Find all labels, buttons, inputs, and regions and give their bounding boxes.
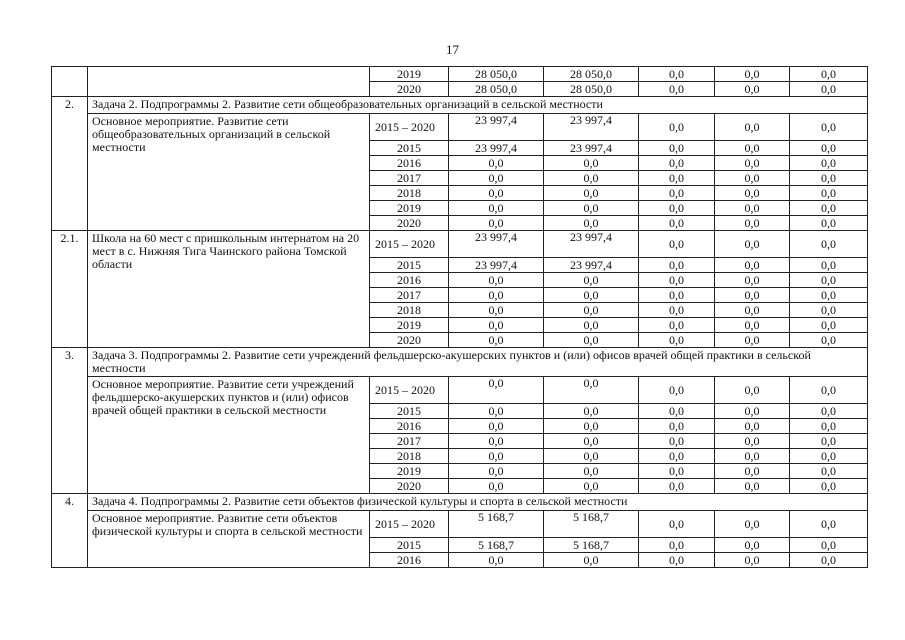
value-cell: 0,0 xyxy=(544,419,639,434)
value-cell: 0,0 xyxy=(544,404,639,419)
value-cell: 23 997,4 xyxy=(544,231,639,258)
value-cell: 0,0 xyxy=(790,114,868,141)
value-cell: 0,0 xyxy=(715,434,790,449)
year-cell: 2015 xyxy=(370,258,449,273)
value-cell: 23 997,4 xyxy=(449,258,544,273)
year-cell: 2020 xyxy=(370,333,449,348)
value-cell: 0,0 xyxy=(715,377,790,404)
value-cell: 0,0 xyxy=(639,511,715,538)
value-cell: 5 168,7 xyxy=(449,511,544,538)
value-cell: 0,0 xyxy=(715,201,790,216)
value-cell: 28 050,0 xyxy=(449,67,544,82)
value-cell: 0,0 xyxy=(639,479,715,494)
value-cell: 0,0 xyxy=(715,449,790,464)
task-title: Задача 3. Подпрограммы 2. Развитие сети учреждений фельдшерско-акушерских пунктов и (или) офисов врачей общей практики в сельской местности xyxy=(88,348,868,377)
year-cell: 2019 xyxy=(370,464,449,479)
value-cell: 0,0 xyxy=(715,231,790,258)
value-cell: 0,0 xyxy=(639,171,715,186)
value-cell: 0,0 xyxy=(449,201,544,216)
value-cell: 0,0 xyxy=(715,538,790,553)
year-cell: 2019 xyxy=(370,67,449,82)
year-cell: 2015 xyxy=(370,404,449,419)
period-cell: 2015 – 2020 xyxy=(370,114,449,141)
value-cell: 0,0 xyxy=(544,434,639,449)
value-cell: 0,0 xyxy=(715,114,790,141)
value-cell: 0,0 xyxy=(639,141,715,156)
table-row xyxy=(52,67,868,82)
value-cell: 0,0 xyxy=(449,303,544,318)
value-cell: 0,0 xyxy=(544,216,639,231)
value-cell: 0,0 xyxy=(715,479,790,494)
year-cell: 2017 xyxy=(370,288,449,303)
value-cell: 0,0 xyxy=(544,464,639,479)
activity-description: Школа на 60 мест с пришкольным интернатом на 20 мест в с. Нижняя Тига Чаинского района Томской области xyxy=(88,231,370,348)
year-cell: 2015 xyxy=(370,538,449,553)
value-cell: 0,0 xyxy=(639,434,715,449)
value-cell: 0,0 xyxy=(639,156,715,171)
value-cell: 0,0 xyxy=(639,449,715,464)
value-cell: 0,0 xyxy=(790,419,868,434)
year-cell: 2018 xyxy=(370,449,449,464)
value-cell: 0,0 xyxy=(790,511,868,538)
value-cell: 0,0 xyxy=(544,156,639,171)
value-cell: 0,0 xyxy=(790,449,868,464)
value-cell: 0,0 xyxy=(790,171,868,186)
value-cell: 0,0 xyxy=(544,479,639,494)
year-cell: 2018 xyxy=(370,186,449,201)
value-cell: 0,0 xyxy=(639,216,715,231)
period-row xyxy=(52,511,868,538)
value-cell: 0,0 xyxy=(715,318,790,333)
value-cell: 0,0 xyxy=(544,333,639,348)
value-cell: 0,0 xyxy=(639,82,715,97)
year-cell: 2019 xyxy=(370,201,449,216)
value-cell: 0,0 xyxy=(715,419,790,434)
value-cell: 0,0 xyxy=(639,273,715,288)
value-cell: 0,0 xyxy=(449,333,544,348)
value-cell: 0,0 xyxy=(639,258,715,273)
year-cell: 2020 xyxy=(370,479,449,494)
value-cell: 0,0 xyxy=(715,216,790,231)
table-body xyxy=(52,67,868,568)
value-cell: 0,0 xyxy=(544,318,639,333)
value-cell: 0,0 xyxy=(715,186,790,201)
value-cell: 0,0 xyxy=(790,404,868,419)
value-cell: 0,0 xyxy=(639,377,715,404)
value-cell: 0,0 xyxy=(790,82,868,97)
value-cell: 0,0 xyxy=(544,288,639,303)
value-cell: 0,0 xyxy=(790,333,868,348)
value-cell: 0,0 xyxy=(790,141,868,156)
value-cell: 0,0 xyxy=(449,216,544,231)
year-cell: 2019 xyxy=(370,318,449,333)
value-cell: 0,0 xyxy=(639,67,715,82)
year-cell: 2016 xyxy=(370,553,449,568)
value-cell: 0,0 xyxy=(449,464,544,479)
value-cell: 0,0 xyxy=(639,114,715,141)
year-cell: 2018 xyxy=(370,303,449,318)
value-cell: 0,0 xyxy=(790,553,868,568)
year-cell: 2017 xyxy=(370,171,449,186)
value-cell: 23 997,4 xyxy=(449,231,544,258)
section-number: 2.1. xyxy=(52,231,88,348)
value-cell: 0,0 xyxy=(715,156,790,171)
value-cell: 0,0 xyxy=(544,171,639,186)
value-cell: 0,0 xyxy=(544,377,639,404)
value-cell: 0,0 xyxy=(790,538,868,553)
year-cell: 2016 xyxy=(370,156,449,171)
value-cell: 0,0 xyxy=(449,419,544,434)
year-cell: 2020 xyxy=(370,216,449,231)
value-cell: 0,0 xyxy=(639,333,715,348)
value-cell: 23 997,4 xyxy=(449,141,544,156)
value-cell: 0,0 xyxy=(449,273,544,288)
value-cell: 28 050,0 xyxy=(449,82,544,97)
value-cell: 0,0 xyxy=(790,434,868,449)
section-number: 4. xyxy=(52,494,88,568)
value-cell: 0,0 xyxy=(715,82,790,97)
value-cell: 0,0 xyxy=(449,479,544,494)
value-cell: 0,0 xyxy=(715,553,790,568)
value-cell: 0,0 xyxy=(715,67,790,82)
value-cell: 5 168,7 xyxy=(544,511,639,538)
value-cell: 0,0 xyxy=(715,273,790,288)
section-number: 2. xyxy=(52,97,88,231)
value-cell: 0,0 xyxy=(639,303,715,318)
number-cell xyxy=(52,67,88,97)
value-cell: 0,0 xyxy=(715,511,790,538)
period-cell: 2015 – 2020 xyxy=(370,231,449,258)
value-cell: 0,0 xyxy=(715,258,790,273)
value-cell: 0,0 xyxy=(544,553,639,568)
value-cell: 0,0 xyxy=(790,288,868,303)
year-cell: 2017 xyxy=(370,434,449,449)
value-cell: 0,0 xyxy=(715,141,790,156)
value-cell: 0,0 xyxy=(790,318,868,333)
value-cell: 0,0 xyxy=(790,377,868,404)
activity-description: Основное мероприятие. Развитие сети общеобразовательных организаций в сельской местности xyxy=(88,114,370,231)
value-cell: 0,0 xyxy=(715,303,790,318)
value-cell: 0,0 xyxy=(790,186,868,201)
value-cell: 0,0 xyxy=(715,171,790,186)
task-title: Задача 4. Подпрограммы 2. Развитие сети объектов физической культуры и спорта в сельской местности xyxy=(88,494,868,511)
value-cell: 0,0 xyxy=(639,553,715,568)
task-row xyxy=(52,348,868,377)
value-cell: 0,0 xyxy=(790,231,868,258)
value-cell: 0,0 xyxy=(449,288,544,303)
activity-description: Основное мероприятие. Развитие сети объектов физической культуры и спорта в сельской местности xyxy=(88,511,370,568)
value-cell: 23 997,4 xyxy=(544,258,639,273)
value-cell: 5 168,7 xyxy=(449,538,544,553)
year-cell: 2016 xyxy=(370,273,449,288)
value-cell: 0,0 xyxy=(790,303,868,318)
value-cell: 0,0 xyxy=(449,171,544,186)
value-cell: 0,0 xyxy=(639,419,715,434)
period-cell: 2015 – 2020 xyxy=(370,511,449,538)
value-cell: 0,0 xyxy=(544,273,639,288)
budget-table xyxy=(51,66,868,568)
value-cell: 0,0 xyxy=(639,288,715,303)
value-cell: 23 997,4 xyxy=(544,114,639,141)
value-cell: 5 168,7 xyxy=(544,538,639,553)
year-cell: 2016 xyxy=(370,419,449,434)
period-row xyxy=(52,377,868,404)
task-row xyxy=(52,494,868,511)
year-cell: 2020 xyxy=(370,82,449,97)
value-cell: 0,0 xyxy=(790,216,868,231)
value-cell: 0,0 xyxy=(449,449,544,464)
value-cell: 0,0 xyxy=(639,201,715,216)
value-cell: 23 997,4 xyxy=(544,141,639,156)
value-cell: 0,0 xyxy=(790,479,868,494)
value-cell: 0,0 xyxy=(790,156,868,171)
value-cell: 28 050,0 xyxy=(544,82,639,97)
task-row xyxy=(52,97,868,114)
value-cell: 0,0 xyxy=(449,318,544,333)
value-cell: 0,0 xyxy=(449,434,544,449)
year-cell: 2015 xyxy=(370,141,449,156)
value-cell: 0,0 xyxy=(449,404,544,419)
section-number: 3. xyxy=(52,348,88,494)
value-cell: 0,0 xyxy=(544,303,639,318)
value-cell: 28 050,0 xyxy=(544,67,639,82)
value-cell: 0,0 xyxy=(639,231,715,258)
page-number: 17 xyxy=(446,42,459,57)
value-cell: 0,0 xyxy=(449,186,544,201)
period-cell: 2015 – 2020 xyxy=(370,377,449,404)
value-cell: 0,0 xyxy=(715,288,790,303)
value-cell: 0,0 xyxy=(544,449,639,464)
value-cell: 0,0 xyxy=(639,538,715,553)
description-cell xyxy=(88,67,370,97)
value-cell: 23 997,4 xyxy=(449,114,544,141)
period-row xyxy=(52,114,868,141)
value-cell: 0,0 xyxy=(715,404,790,419)
activity-description: Основное мероприятие. Развитие сети учреждений фельдшерско-акушерских пунктов и (или) офисов врачей общей практики в сельской местности xyxy=(88,377,370,494)
value-cell: 0,0 xyxy=(544,186,639,201)
value-cell: 0,0 xyxy=(449,553,544,568)
value-cell: 0,0 xyxy=(639,318,715,333)
value-cell: 0,0 xyxy=(790,201,868,216)
value-cell: 0,0 xyxy=(715,333,790,348)
value-cell: 0,0 xyxy=(544,201,639,216)
value-cell: 0,0 xyxy=(715,464,790,479)
task-title: Задача 2. Подпрограммы 2. Развитие сети общеобразовательных организаций в сельской местности xyxy=(88,97,868,114)
value-cell: 0,0 xyxy=(790,273,868,288)
period-row xyxy=(52,231,868,258)
value-cell: 0,0 xyxy=(790,464,868,479)
value-cell: 0,0 xyxy=(449,377,544,404)
value-cell: 0,0 xyxy=(639,186,715,201)
value-cell: 0,0 xyxy=(639,404,715,419)
value-cell: 0,0 xyxy=(639,464,715,479)
value-cell: 0,0 xyxy=(790,67,868,82)
value-cell: 0,0 xyxy=(449,156,544,171)
value-cell: 0,0 xyxy=(790,258,868,273)
